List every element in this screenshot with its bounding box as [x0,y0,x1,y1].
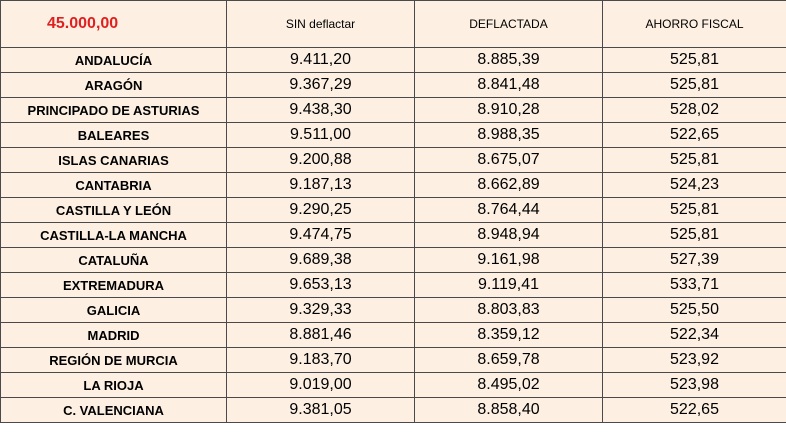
table-row [1,98,786,123]
sin-deflactar-cell: 9.511,00 [227,123,415,148]
ahorro-fiscal-cell: 528,02 [603,98,786,123]
sin-deflactar-cell: 9.411,20 [227,48,415,73]
sin-deflactar-header: SIN deflactar [227,1,415,48]
deflactada-cell: 8.885,39 [415,48,603,73]
deflactada-cell: 9.119,41 [415,273,603,298]
deflactada-cell: 8.662,89 [415,173,603,198]
table-row [1,373,786,398]
table-row [1,173,786,198]
ahorro-fiscal-cell: 523,98 [603,373,786,398]
sin-deflactar-cell: 9.438,30 [227,98,415,123]
sin-deflactar-cell: 9.183,70 [227,348,415,373]
ahorro-fiscal-cell: 533,71 [603,273,786,298]
table-body [1,48,786,423]
region-cell: ANDALUCÍA [1,48,227,73]
table-row [1,398,786,423]
table-row [1,273,786,298]
sin-deflactar-cell: 9.689,38 [227,248,415,273]
table-row [1,73,786,98]
deflactada-cell: 8.948,94 [415,223,603,248]
region-cell: REGIÓN DE MURCIA [1,348,227,373]
region-cell: EXTREMADURA [1,273,227,298]
region-cell: BALEARES [1,123,227,148]
table-header [1,1,786,48]
sin-deflactar-cell: 9.367,29 [227,73,415,98]
deflactada-cell: 8.803,83 [415,298,603,323]
header-row [1,1,786,48]
sin-deflactar-cell: 9.290,25 [227,198,415,223]
sin-deflactar-cell: 9.019,00 [227,373,415,398]
ahorro-fiscal-cell: 525,50 [603,298,786,323]
region-cell: CASTILLA Y LEÓN [1,198,227,223]
ahorro-fiscal-cell: 522,34 [603,323,786,348]
table-row [1,223,786,248]
deflactada-cell: 8.495,02 [415,373,603,398]
sin-deflactar-cell: 9.187,13 [227,173,415,198]
ahorro-fiscal-cell: 527,39 [603,248,786,273]
deflactada-cell: 8.988,35 [415,123,603,148]
region-cell: PRINCIPADO DE ASTURIAS [1,98,227,123]
ahorro-fiscal-cell: 523,92 [603,348,786,373]
region-cell: GALICIA [1,298,227,323]
table-row [1,123,786,148]
ahorro-fiscal-cell: 525,81 [603,148,786,173]
table-row [1,48,786,73]
deflactada-header: DEFLACTADA [415,1,603,48]
region-cell: ISLAS CANARIAS [1,148,227,173]
table-row [1,248,786,273]
deflactada-cell: 8.675,07 [415,148,603,173]
ahorro-fiscal-cell: 525,81 [603,198,786,223]
ahorro-fiscal-cell: 525,81 [603,48,786,73]
sin-deflactar-cell: 9.329,33 [227,298,415,323]
ahorro-fiscal-cell: 525,81 [603,223,786,248]
ahorro-fiscal-header: AHORRO FISCAL [603,1,786,48]
income-amount-header: 45.000,00 [1,1,227,48]
region-cell: CANTABRIA [1,173,227,198]
table-row [1,323,786,348]
table-row [1,348,786,373]
ahorro-fiscal-cell: 525,81 [603,73,786,98]
deflactada-cell: 8.659,78 [415,348,603,373]
deflactada-cell: 8.359,12 [415,323,603,348]
deflactada-cell: 8.858,40 [415,398,603,423]
table-row [1,298,786,323]
table-row [1,198,786,223]
sin-deflactar-cell: 8.881,46 [227,323,415,348]
ahorro-fiscal-cell: 524,23 [603,173,786,198]
region-cell: C. VALENCIANA [1,398,227,423]
sin-deflactar-cell: 9.381,05 [227,398,415,423]
ahorro-fiscal-cell: 522,65 [603,123,786,148]
sin-deflactar-cell: 9.200,88 [227,148,415,173]
sin-deflactar-cell: 9.474,75 [227,223,415,248]
region-cell: LA RIOJA [1,373,227,398]
deflactada-cell: 8.764,44 [415,198,603,223]
region-cell: MADRID [1,323,227,348]
deflactada-cell: 8.841,48 [415,73,603,98]
deflactada-cell: 8.910,28 [415,98,603,123]
sin-deflactar-cell: 9.653,13 [227,273,415,298]
region-cell: CATALUÑA [1,248,227,273]
region-cell: ARAGÓN [1,73,227,98]
deflactada-cell: 9.161,98 [415,248,603,273]
table-row [1,148,786,173]
ahorro-fiscal-cell: 522,65 [603,398,786,423]
region-cell: CASTILLA-LA MANCHA [1,223,227,248]
